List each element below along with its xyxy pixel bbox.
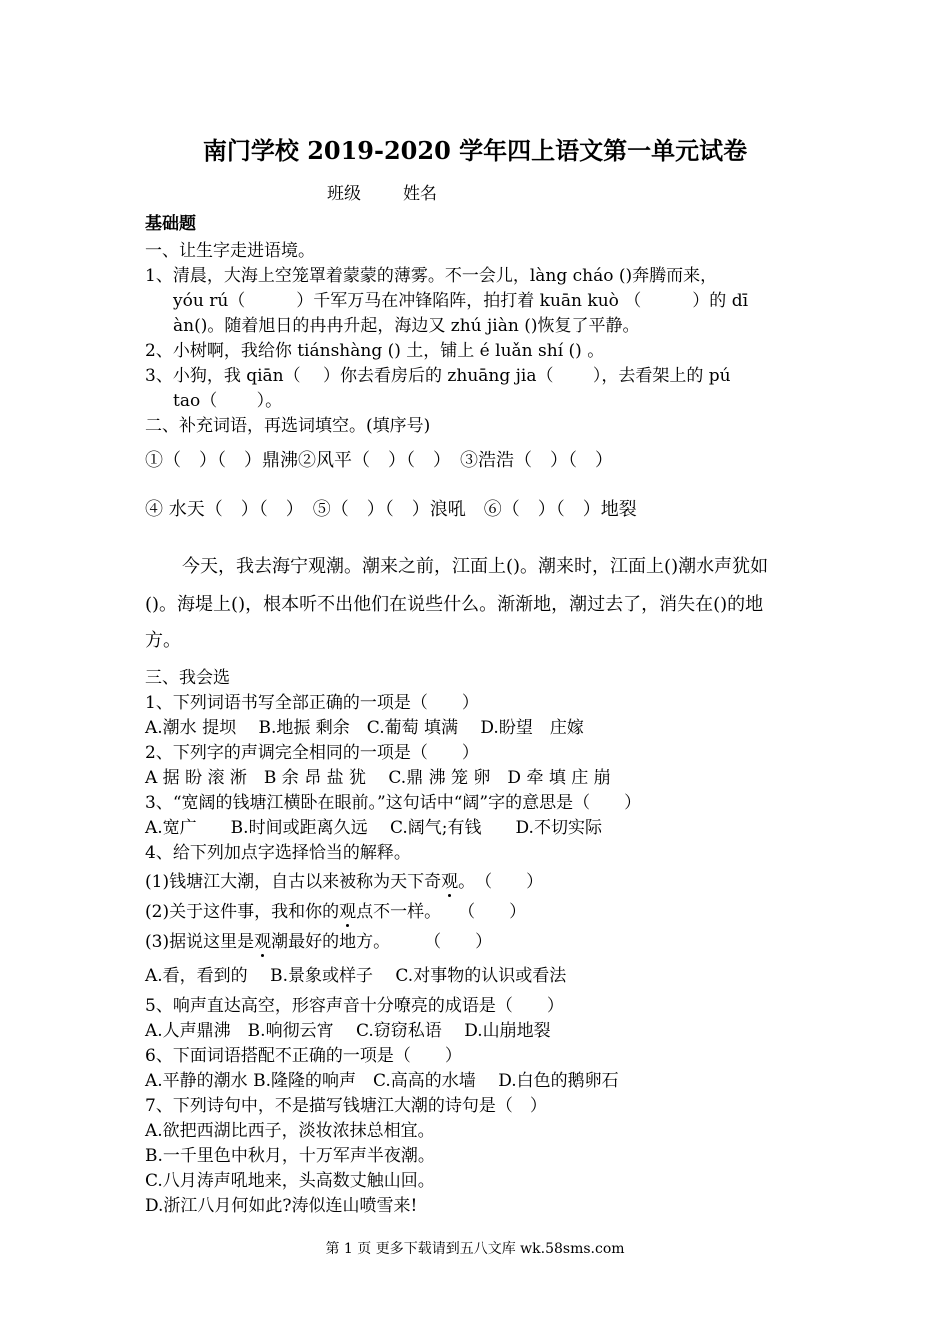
part1-q3-line1: 3、小狗，我 qiān（ ）你去看房后的 zhuāng jia（ ），去看架上的 pú [145,366,731,386]
class-label: 班级 [327,184,361,204]
part3-q1-options: A.潮水 提坝 B.地振 剩余 C.葡萄 填满 D.盼望 庄嫁 [145,718,584,738]
part3-q6: 6、下面词语搭配不正确的一项是（ ） [145,1046,462,1066]
page-title: 南门学校 2019-2020 学年四上语文第一单元试卷 [202,136,748,165]
part3-q7: 7、下列诗句中，不是描写钱塘江大潮的诗句是（ ） [145,1096,547,1116]
part3-q4-options: A.看，看到的 B.景象或样子 C.对事物的认识或看法 [145,966,567,986]
part1-q1-line2: yóu rú（ ）千军万马在冲锋陷阵，拍打着 kuān kuò （ ）的 dī [173,291,749,311]
emphasis-char: 观 [254,932,272,952]
part3-q4-sub3: (3)据说这里是观潮最好的地方。 （ ） [145,932,493,952]
page-footer: 第 1 页 更多下载请到五八文库 wk.58sms.com [325,1241,625,1257]
part1-heading: 一、让生字走进语境。 [145,241,315,261]
part3-q4-sub2: (2)关于这件事，我和你的观点不一样。 （ ） [145,902,527,922]
part1-q2: 2、小树啊，我给你 tiánshàng () 土，铺上 é luǎn shí () 。 [145,341,605,361]
part2-heading: 二、补充词语，再选词填空。(填序号) [145,416,431,436]
section-basic-heading: 基础题 [145,214,196,234]
name-label: 姓名 [403,184,437,204]
part1-q3-line2: tao（ ）。 [173,391,283,411]
part3-q4: 4、给下列加点字选择恰当的解释。 [145,843,411,863]
part1-q1-line1: 1、清晨，大海上空笼罩着蒙蒙的薄雾。不一会儿，làng cháo ()奔腾而来， [145,266,718,286]
part3-q4-sub1: (1)钱塘江大潮，自古以来被称为天下奇观。 （ ） [145,872,544,892]
part3-q7-option-d: D.浙江八月何如此?涛似连山喷雪来! [145,1196,418,1216]
part2-paragraph-line3: 方。 [145,630,181,651]
part3-q2-options: A 据 盼 滚 淅 B 余 昂 盐 犹 C.鼎 沸 笼 卵 D 牵 填 庄 崩 [145,768,611,788]
part2-paragraph-line1: 今天，我去海宁观潮。潮来之前，江面上()。潮来时，江面上()潮水声犹如 [182,556,769,577]
part2-word-row2: ④ 水天（ ）（ ） ⑤（ ）（ ）浪吼 ⑥（ ）（ ）地裂 [145,499,637,520]
emphasis-char: 观 [441,872,459,892]
part1-q1-line3: àn()。随着旭日的冉冉升起，海边又 zhú jiàn ()恢复了平静。 [173,316,640,336]
part3-q7-option-c: C.八月涛声吼地来，头高数丈触山回。 [145,1171,435,1191]
emphasis-char: 观 [339,902,357,922]
part2-word-row1: ①（ ）（ ）鼎沸②风平（ ）（ ） ③浩浩（ ）（ ） [145,450,613,471]
part3-q1: 1、下列词语书写全部正确的一项是（ ） [145,693,479,713]
part2-paragraph-line2: ()。海堤上()，根本听不出他们在说些什么。渐渐地，潮过去了，消失在()的地 [145,594,764,615]
part3-q3-options: A.宽广 B.时间或距离久远 C.阔气;有钱 D.不切实际 [145,818,602,838]
part3-q5-options: A.人声鼎沸 B.响彻云宵 C.窃窃私语 D.山崩地裂 [145,1021,551,1041]
part3-q7-option-b: B.一千里色中秋月，十万军声半夜潮。 [145,1146,435,1166]
part3-q6-options: A.平静的潮水 B.隆隆的响声 C.高高的水墙 D.白色的鹅卵石 [145,1071,619,1091]
part3-q2: 2、下列字的声调完全相同的一项是（ ） [145,743,479,763]
part3-q3: 3、“宽阔的钱塘江横卧在眼前。”这句话中“阔”字的意思是（ ） [145,793,642,813]
part3-heading: 三、我会选 [145,668,230,688]
part3-q5: 5、响声直达高空，形容声音十分嘹亮的成语是（ ） [145,996,564,1016]
part3-q7-option-a: A.欲把西湖比西子，淡妆浓抹总相宜。 [145,1121,435,1141]
